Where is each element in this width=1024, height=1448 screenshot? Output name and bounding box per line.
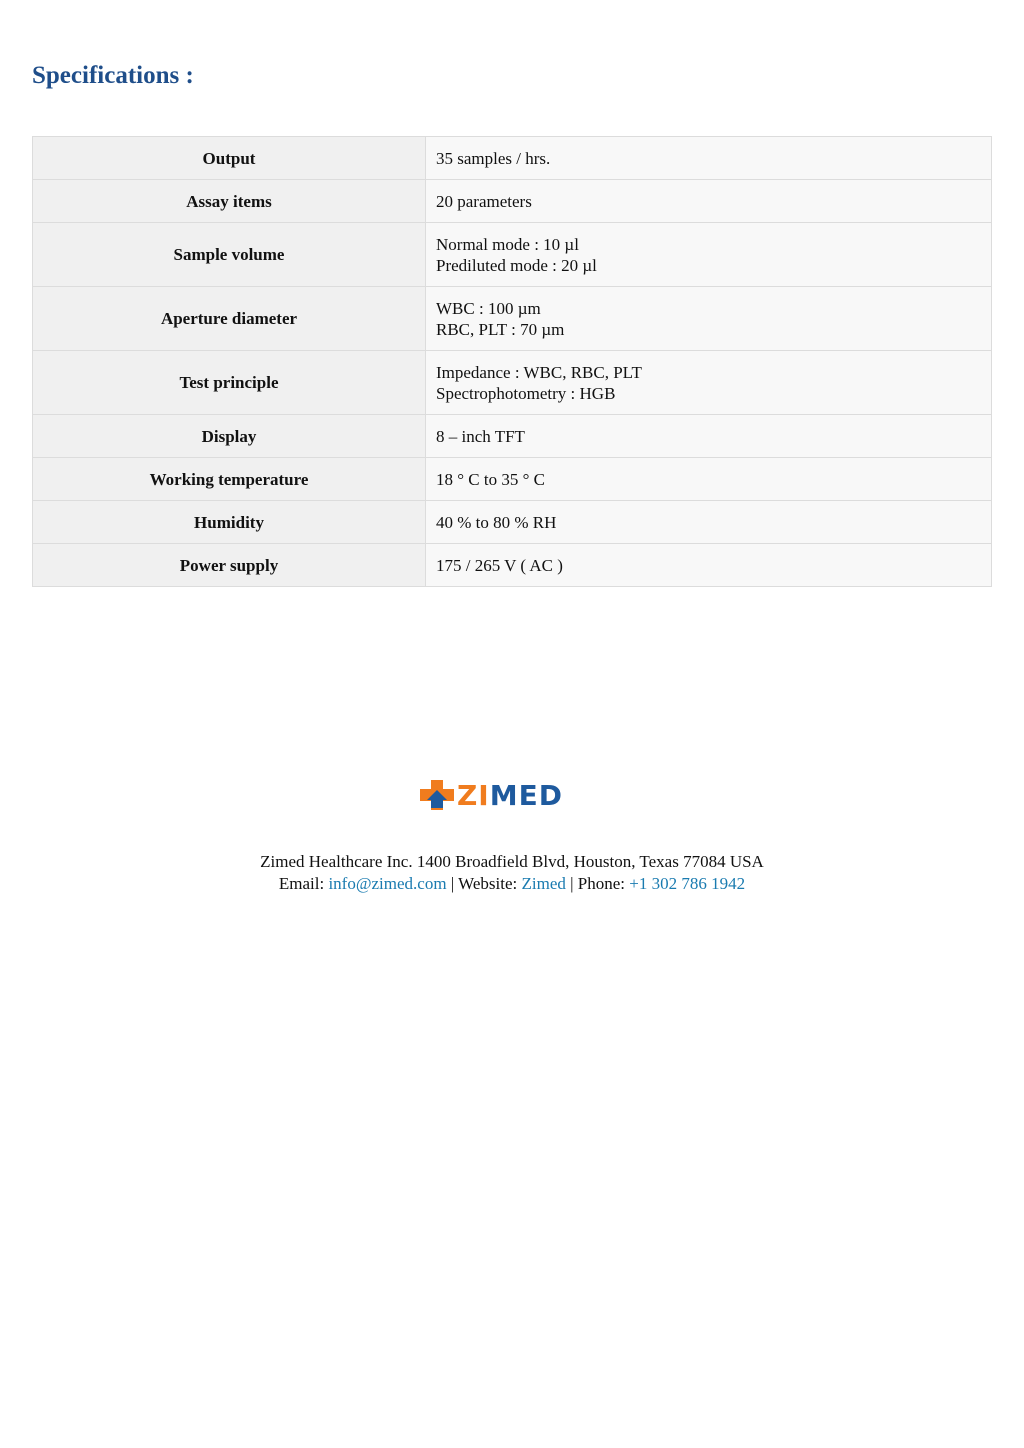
- spec-value: [426, 458, 992, 501]
- table-row: [33, 351, 992, 415]
- spec-value: [426, 415, 992, 458]
- table-row: [33, 415, 992, 458]
- website-label: Website:: [458, 874, 522, 893]
- spec-value-line: RBC, PLT : 70 µm: [436, 319, 565, 339]
- spec-value: [426, 180, 992, 223]
- email-link[interactable]: info@zimed.com: [328, 874, 447, 893]
- page-title: Specifications :: [32, 62, 194, 89]
- company-address: [0, 851, 1024, 895]
- spec-label: Working temperature: [33, 458, 426, 501]
- spec-label: Power supply: [33, 544, 426, 587]
- table-row: [33, 544, 992, 587]
- spec-value-line: 40 % to 80 % RH: [436, 512, 557, 532]
- spec-value-line: WBC : 100 µm: [436, 298, 541, 318]
- spec-value-line: Prediluted mode : 20 µl: [436, 255, 597, 275]
- spec-value: [426, 544, 992, 587]
- spec-value: [426, 501, 992, 544]
- table-row: [33, 223, 992, 287]
- contact-line: [0, 873, 1024, 895]
- spec-value: [426, 351, 992, 415]
- spec-label: Aperture diameter: [33, 287, 426, 351]
- table-row: [33, 458, 992, 501]
- zimed-logo-icon: [417, 770, 607, 818]
- separator: |: [446, 874, 459, 893]
- table-row: [33, 287, 992, 351]
- website-link[interactable]: Zimed: [521, 874, 566, 893]
- zimed-logo[interactable]: [417, 770, 607, 818]
- footer: [0, 770, 1024, 895]
- spec-label: Humidity: [33, 501, 426, 544]
- spec-value-line: Normal mode : 10 µl: [436, 234, 579, 254]
- phone-link[interactable]: +1 302 786 1942: [629, 874, 746, 893]
- spec-value: [426, 137, 992, 180]
- spec-value-line: 175 / 265 V ( AC ): [436, 555, 563, 575]
- spec-label: Sample volume: [33, 223, 426, 287]
- spec-value-line: 8 – inch TFT: [436, 426, 525, 446]
- spec-value-line: Spectrophotometry : HGB: [436, 383, 616, 403]
- spec-label: Display: [33, 415, 426, 458]
- address-line: Zimed Healthcare Inc. 1400 Broadfield Blvd, Houston, Texas 77084 USA: [260, 852, 764, 871]
- spec-value-line: 35 samples / hrs.: [436, 148, 551, 168]
- specifications-table: [32, 136, 992, 587]
- logo-wordmark-blue: MED: [489, 779, 563, 812]
- table-row: [33, 501, 992, 544]
- logo-wordmark: [457, 779, 563, 812]
- spec-label: Test principle: [33, 351, 426, 415]
- email-label: Email:: [278, 874, 329, 893]
- spec-value-line: Impedance : WBC, RBC, PLT: [436, 362, 642, 382]
- spec-value-line: 20 parameters: [436, 191, 532, 211]
- separator: |: [565, 874, 578, 893]
- phone-label: Phone:: [577, 874, 630, 893]
- table-row: [33, 180, 992, 223]
- spec-value: [426, 287, 992, 351]
- table-row: [33, 137, 992, 180]
- specifications-table-body: [33, 137, 992, 587]
- spec-label: Output: [33, 137, 426, 180]
- spec-label: Assay items: [33, 180, 426, 223]
- spec-value: [426, 223, 992, 287]
- logo-wordmark-orange: ZI: [457, 779, 490, 812]
- spec-value-line: 18 ° C to 35 ° C: [436, 469, 545, 489]
